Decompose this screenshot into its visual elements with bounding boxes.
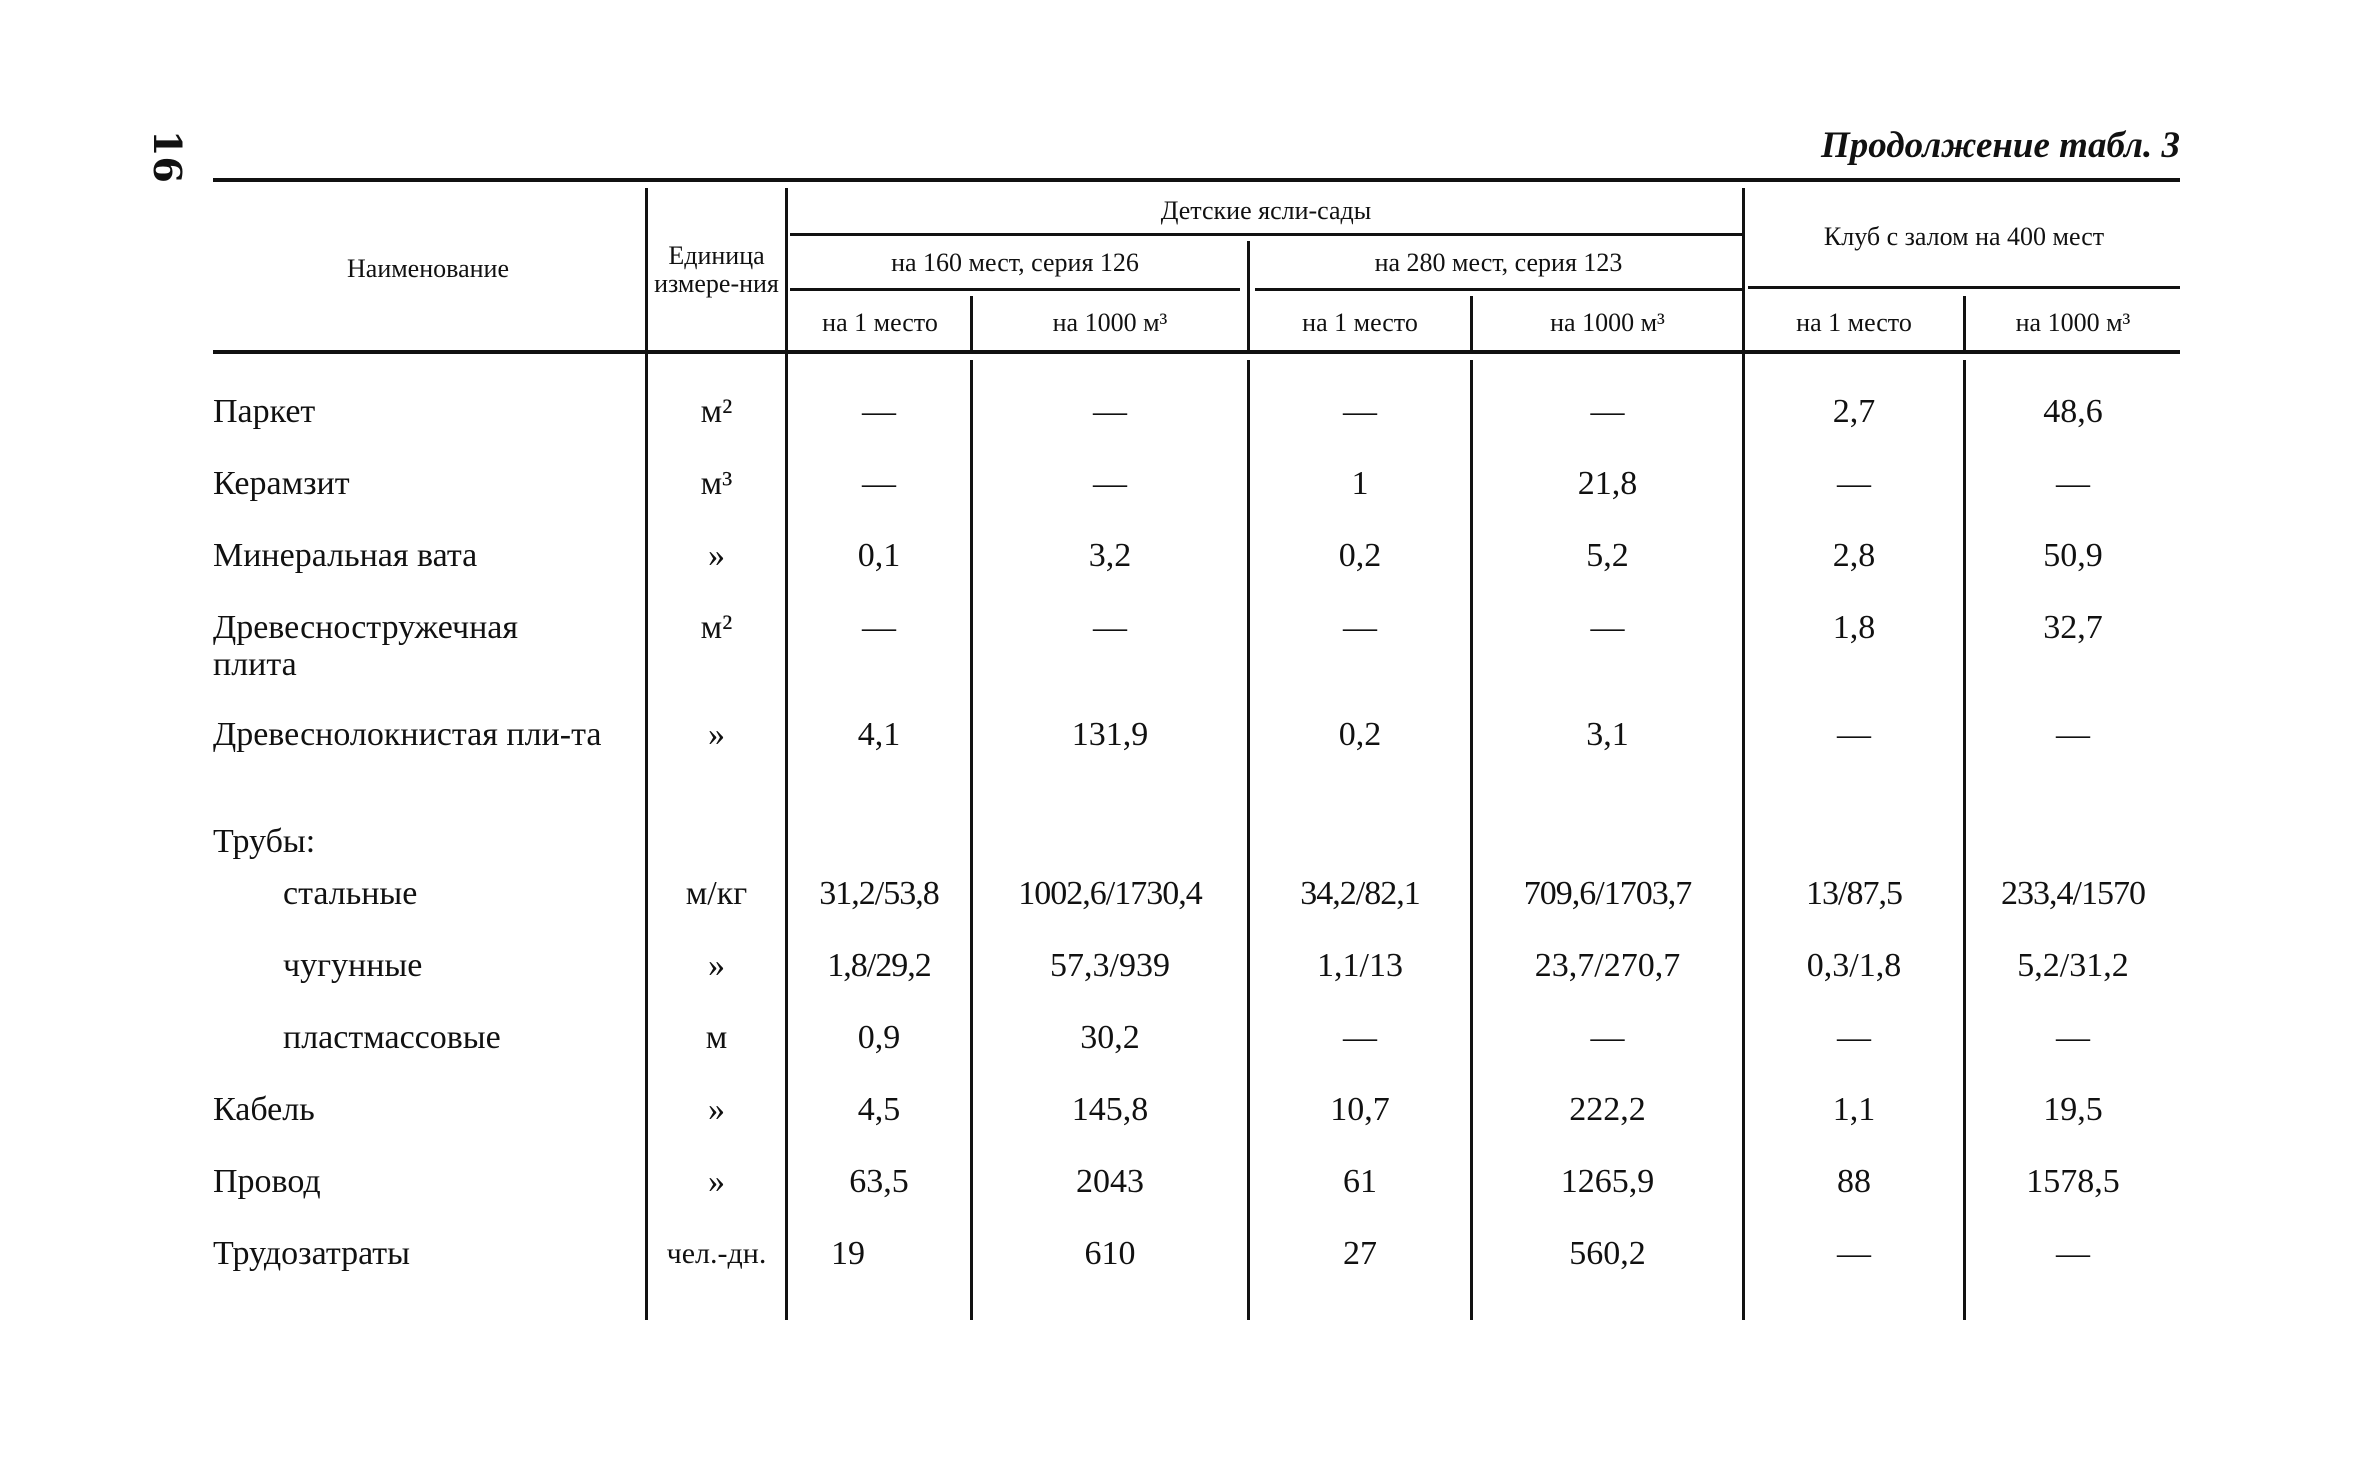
row-name: Трудозатраты [213, 1235, 411, 1272]
table-cell: — [2056, 716, 2090, 753]
rule-group1 [790, 233, 1742, 236]
row-unit: » [708, 947, 725, 984]
table-cell: — [1343, 393, 1377, 430]
row-name: пластмассовые [283, 1019, 501, 1056]
table-cell: 10,7 [1330, 1091, 1390, 1128]
table-cell: 50,9 [2043, 537, 2103, 574]
table-cell: 1265,9 [1560, 1163, 1655, 1200]
table-cell: 21,8 [1577, 465, 1638, 502]
table-cell: 34,2/82,1 [1300, 875, 1420, 912]
table-cell: 610 [1084, 1235, 1136, 1272]
header-group-nurseries: Детские ясли-сады [1160, 195, 1372, 225]
page-number: 16 [145, 130, 190, 183]
vline-unit [645, 188, 648, 1320]
table-cell: 31,2/53,8 [819, 875, 939, 912]
table-cell: 0,9 [857, 1019, 901, 1056]
table-cell: 2,7 [1832, 393, 1876, 430]
table-cell: — [862, 609, 896, 646]
row-name: чугунные [283, 947, 423, 984]
table-cell: 1,8/29,2 [827, 947, 931, 984]
table-cell: 13/87,5 [1806, 875, 1902, 912]
header-name: Наименование [347, 254, 509, 283]
vline-col5 [1742, 188, 1745, 1320]
table-cell: — [1837, 1235, 1871, 1272]
table-top-rule [213, 178, 2180, 182]
table-cell: — [1590, 393, 1625, 430]
row-unit: » [708, 1091, 725, 1128]
table-cell: — [862, 465, 896, 502]
row-unit: м/кг [685, 875, 748, 912]
table-cell: — [1590, 609, 1625, 646]
row-name: Минеральная вата [213, 537, 478, 574]
row-name: Кабель [213, 1091, 315, 1128]
table-cell: 222,2 [1569, 1091, 1646, 1128]
vline-col1 [785, 188, 788, 1320]
table-cell: — [1590, 1019, 1625, 1056]
table-cell: — [1837, 716, 1871, 753]
row-group-name: Трубы: [213, 823, 316, 860]
table-cell: 30,2 [1080, 1019, 1140, 1056]
table-cell: — [2056, 465, 2090, 502]
table-cell: 3,1 [1586, 716, 1629, 753]
table-cell: 1 [1351, 465, 1369, 502]
row-name: Древесностружечная плита [213, 609, 518, 683]
table-cell: — [1093, 609, 1127, 646]
table-cell: — [1093, 465, 1127, 502]
table-cell: 27 [1343, 1235, 1377, 1272]
header-unit: Единица измере-ния [654, 241, 779, 298]
table-cell: 19,5 [2043, 1091, 2103, 1128]
table-cell: 0,3/1,8 [1806, 947, 1902, 984]
table-cell: 1578,5 [2026, 1163, 2120, 1200]
table-cell: 2,8 [1832, 537, 1876, 574]
header-sub-160: на 160 мест, серия 126 [891, 248, 1139, 277]
row-name: Керамзит [213, 465, 350, 502]
table-cell: 145,8 [1071, 1091, 1149, 1128]
table-cell: 5,2/31,2 [2017, 947, 2129, 984]
table-cell: 48,6 [2043, 393, 2103, 430]
table-cell: 0,1 [857, 537, 901, 574]
table-cell: 1,1/13 [1317, 947, 1403, 984]
table-cell: — [1093, 393, 1127, 430]
table-cell: 233,4/1570 [2001, 875, 2145, 912]
rule-sub2 [1255, 288, 1742, 291]
table-cell: 3,2 [1088, 537, 1132, 574]
table-cell: 560,2 [1569, 1235, 1646, 1272]
row-unit: » [708, 716, 725, 753]
table-caption: Продолжение табл. 3 [1821, 125, 2180, 166]
table-cell: 4,5 [857, 1091, 901, 1128]
table-cell: 19 [831, 1235, 865, 1272]
table-cell: 61 [1343, 1163, 1377, 1200]
row-name: Древеснолокнистая пли-та [213, 716, 602, 753]
table-cell: 0,2 [1338, 537, 1382, 574]
row-name: Провод [213, 1163, 321, 1200]
table-cell: — [1837, 465, 1871, 502]
header-sub-280: на 280 мест, серия 123 [1374, 248, 1623, 277]
header-col2: на 1000 м³ [1052, 308, 1168, 337]
header-col3: на 1 место [1302, 308, 1418, 337]
header-group-club: Клуб с залом на 400 мест [1823, 222, 2105, 251]
table-cell: 0,2 [1338, 716, 1382, 753]
row-unit: чел.-дн. [666, 1237, 767, 1270]
table-cell: 131,9 [1071, 716, 1149, 753]
row-name: стальные [283, 875, 418, 912]
row-unit: м³ [700, 465, 733, 502]
table-cell: 5,2 [1586, 537, 1629, 574]
rule-sub1 [790, 288, 1240, 291]
row-unit: » [708, 1163, 725, 1200]
row-unit: м² [700, 393, 733, 430]
table-cell: — [2056, 1019, 2090, 1056]
header-col4: на 1000 м³ [1550, 308, 1665, 337]
table-cell: 1002,6/1730,4 [1018, 875, 1202, 912]
table-cell: 88 [1837, 1163, 1871, 1200]
table-cell: 32,7 [2043, 609, 2103, 646]
table-cell: — [1343, 1019, 1377, 1056]
table-cell: 2043 [1076, 1163, 1144, 1200]
table-cell: 1,8 [1832, 609, 1876, 646]
row-unit: » [708, 537, 725, 574]
table-cell: 57,3/939 [1050, 947, 1170, 984]
row-unit: м [705, 1019, 728, 1056]
header-col1: на 1 место [822, 308, 938, 337]
header-col5: на 1 место [1796, 308, 1912, 337]
table-cell: — [2056, 1235, 2090, 1272]
table-cell: — [862, 393, 896, 430]
table-cell: 63,5 [849, 1163, 909, 1200]
table-cell: 709,6/1703,7 [1523, 875, 1692, 912]
header-col6: на 1000 м³ [2015, 308, 2131, 337]
table-cell: — [1837, 1019, 1871, 1056]
row-unit: м² [700, 609, 733, 646]
table-cell: 1,1 [1832, 1091, 1876, 1128]
row-name: Паркет [213, 393, 316, 430]
rule-group2 [1748, 286, 2180, 289]
table-cell: 4,1 [857, 716, 901, 753]
table-cell: — [1343, 609, 1377, 646]
table-header-rule [213, 350, 2180, 354]
table-cell: 23,7/270,7 [1534, 947, 1681, 984]
